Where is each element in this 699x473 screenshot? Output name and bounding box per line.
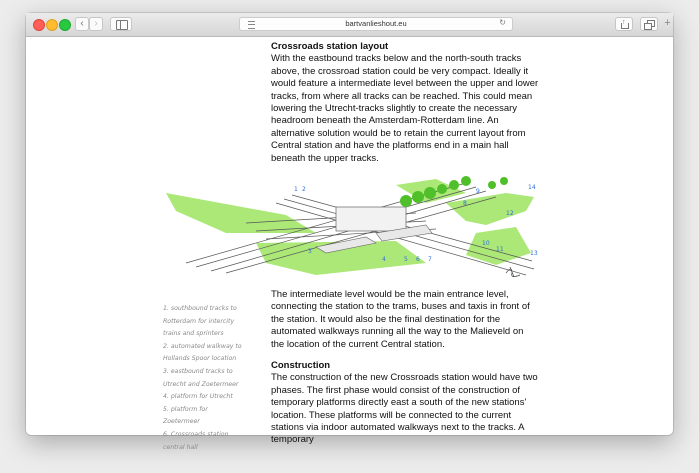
page-content xyxy=(26,37,673,451)
station-sketch-illustration xyxy=(166,163,536,283)
illustration-legend xyxy=(163,303,259,454)
legend-line: central hall xyxy=(163,443,198,451)
zoom-window-button[interactable] xyxy=(59,19,71,31)
section-title-construction: Construction xyxy=(271,360,331,371)
plus-icon: + xyxy=(664,17,671,29)
chevron-right-icon: › xyxy=(94,18,98,29)
browser-window xyxy=(26,13,673,451)
section-intermediate-level xyxy=(271,289,539,351)
section-layout xyxy=(271,41,539,165)
tree xyxy=(500,177,508,185)
illustration-label: 7 xyxy=(428,256,432,263)
legend-line: 6. Crossroads station xyxy=(163,430,229,438)
legend-line: Rotterdam for intercity xyxy=(163,317,235,325)
illustration-label: 14 xyxy=(528,184,536,191)
illustration-label: 4 xyxy=(382,256,386,263)
illustration-label: 11 xyxy=(496,246,504,253)
share-button[interactable]: ↑ xyxy=(615,17,633,31)
artist-signature xyxy=(506,267,520,277)
paragraph-construction: The construction of the new Crossroads station would have two phases. The first phase would consist of the construction of temporary platforms directly east a south of the new stations' location. These platforms will be connected to the current stations via indoor automated walkways next to the tracks. A temporary xyxy=(271,372,538,446)
browser-toolbar xyxy=(26,13,673,37)
tree xyxy=(412,191,424,203)
illustration-label: 1 xyxy=(294,186,298,193)
legend-line: trains and sprinters xyxy=(163,330,224,338)
tree xyxy=(400,195,412,207)
illustration-label: 2 xyxy=(302,186,306,193)
illustration-label: 13 xyxy=(530,250,538,257)
url-text[interactable]: bartvanlieshout.eu xyxy=(345,19,407,28)
tree xyxy=(437,184,447,194)
legend-line: Utrecht and Zoetermeer xyxy=(163,380,239,388)
legend-line: 2. automated walkway to xyxy=(163,342,242,350)
grass-area xyxy=(446,193,534,225)
minimize-window-button[interactable] xyxy=(46,19,58,31)
illustration-label: 9 xyxy=(476,188,480,195)
new-tab-button[interactable] xyxy=(662,17,673,31)
paragraph-layout: With the eastbound tracks below and the north-south tracks above, the crossroad station could be very compact. Ideally it would feature a intermediate level between the upper and lower tracks, from where all tracks can be reached. This could mean lowering the Utrecht-tracks slightly to create the necessary headroom beneath the Amsterdam-Rotterdam line. An alternative solution would be to retain the current layout from Central station and have the platforms end in a main hall beneath the upper tracks. xyxy=(271,53,539,164)
station-building xyxy=(336,207,406,231)
tree xyxy=(424,187,436,199)
back-button[interactable] xyxy=(75,17,89,31)
show-tabs-button[interactable] xyxy=(640,17,658,31)
legend-line: 3. eastbound tracks to xyxy=(163,367,233,375)
address-bar[interactable] xyxy=(239,17,513,31)
grass-area xyxy=(166,193,316,233)
section-title-layout: Crossroads station layout xyxy=(271,41,389,52)
forward-button[interactable] xyxy=(89,17,103,31)
tree xyxy=(449,180,459,190)
legend-line: 4. platform for Utrecht xyxy=(163,393,233,401)
illustration-label: 3 xyxy=(308,248,312,255)
legend-line: Hollands Spoor location xyxy=(163,355,237,363)
section-construction xyxy=(271,360,539,447)
sidebar-toggle-button[interactable] xyxy=(110,17,132,31)
illustration-label: 6 xyxy=(416,256,420,263)
legend-line: Zoetermeer xyxy=(163,418,200,426)
tree xyxy=(488,181,496,189)
legend-line: 1. southbound tracks to xyxy=(163,305,237,312)
legend-line: 5. platform for xyxy=(163,405,208,413)
paragraph-intermediate-level: The intermediate level would be the main entrance level, connecting the station to the trams, buses and taxis in front of the station. It would also be the final destination for the automated walkways running all the way to the Malieveld on the location of the current Central station. xyxy=(271,289,530,350)
illustration-label: 5 xyxy=(404,256,408,263)
tree xyxy=(461,176,471,186)
chevron-left-icon: ‹ xyxy=(80,18,84,29)
reload-icon[interactable]: ↻ xyxy=(499,18,506,27)
illustration-label: 12 xyxy=(506,210,514,217)
illustration-label: 8 xyxy=(463,200,467,207)
illustration-label: 10 xyxy=(482,240,490,247)
close-window-button[interactable] xyxy=(33,19,45,31)
